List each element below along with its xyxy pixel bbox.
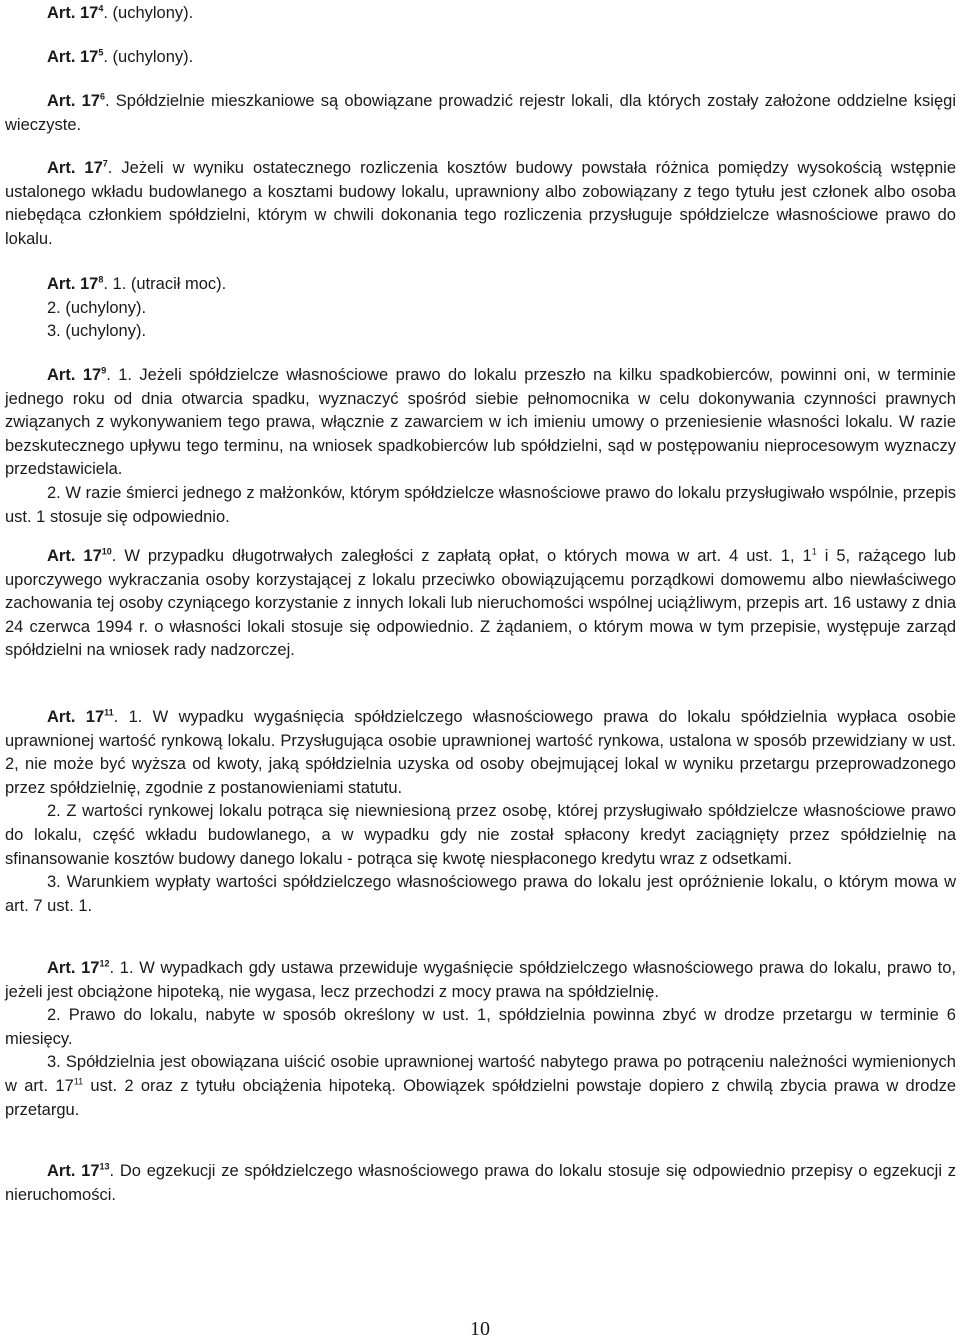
article-17-11 xyxy=(5,706,956,918)
article-text: . Spółdzielnie mieszkaniowe są obowiązane prowadzić rejestr lokali, dla których zostały założone oddzielne księgi wieczyste. xyxy=(5,92,956,134)
article-item: 2. Prawo do lokalu, nabyte w sposób określony w ust. 1, spółdzielnia powinna zbyć w drodze przetargu w terminie 6 miesięcy. xyxy=(5,1006,956,1048)
inline-sup: 1 xyxy=(811,546,817,557)
article-head: Art. 17 xyxy=(47,92,100,110)
article-text: . (uchylony). xyxy=(103,48,194,66)
article-text: . 1. (utracił moc). xyxy=(103,275,227,293)
article-text: . 1. W wypadku wygaśnięcia spółdzielczego własnościowego prawa do lokalu spółdzielnia wypłaca osobie uprawnionej wartość rynkową lokalu. Przysługująca osobie uprawnionej wartość rynkowa, ustalona w sposób przewidziany w ust. 2, nie może być wyższa od kwoty, jaką spółdzielnia uzyska od osoby obejmującej lokal w wyniku przetargu przeprowadzonego przez spółdzielnię, zgodnie z postanowieniami statutu. xyxy=(5,708,956,797)
article-head: Art. 17 xyxy=(47,275,99,293)
article-head: Art. 17 xyxy=(47,547,102,565)
article-item: 3. (uchylony). xyxy=(47,322,147,341)
article-head: Art. 17 xyxy=(47,4,99,22)
article-17-13 xyxy=(5,1160,956,1207)
article-text: . (uchylony). xyxy=(103,4,194,22)
article-17-6 xyxy=(5,90,956,137)
article-text: . Do egzekucji ze spółdzielczego własnościowego prawa do lokalu stosuje się odpowiednio przepisy o egzekucji z nieruchomości. xyxy=(5,1162,956,1204)
article-item: 3. Spółdzielnia jest obowiązana uiścić osobie uprawnionej wartość nabytego prawa po potrąceniu należności wymienionych w art. $17^{11}$ ust. 2 oraz z tytułu obciążenia hipoteką. Obowiązek spółdzielni powstaje dopiero z chwilą zbycia prawa w drodze przetargu. xyxy=(5,1053,957,1119)
article-17-5 xyxy=(5,46,956,70)
article-sup: 8 xyxy=(98,274,104,285)
article-head: Art. 17 xyxy=(47,159,103,177)
article-17-9 xyxy=(5,364,956,529)
article-item: 2. W razie śmierci jednego z małżonków, którym spółdzielcze własnościowe prawo do lokalu przysługiwało wspólnie, przepis ust. 1 stosuje się odpowiednio. xyxy=(5,483,956,526)
article-head: Art. 17 xyxy=(47,1162,100,1180)
article-sup: 10 xyxy=(101,546,112,557)
article-head: Art. 17 xyxy=(47,708,105,726)
article-sup: 7 xyxy=(102,158,108,169)
article-sup: 13 xyxy=(99,1161,110,1172)
article-text: . Jeżeli w wyniku ostatecznego rozliczenia kosztów budowy powstała różnica pomiędzy wysokością wstępnie ustalonego wkładu budowlanego a kosztami budowy lokalu, uprawniony albo zobowiązany z tego tytułu jest członek albo osoba niebędąca członkiem spółdzielni, którym w chwili dokonania tego rozliczenia przysługuje spółdzielcze własnościowe prawo do lokalu. xyxy=(5,159,956,248)
article-text: . 1. Jeżeli spółdzielcze własnościowe prawo do lokalu przeszło na kilku spadkobierców, powinni oni, w terminie jednego roku od dnia otwarcia spadku, wyznaczyć spośród siebie pełnomocnika w celu dokonywania czynności prawnych związanych z wykonywaniem tego prawa, włącznie z zawarciem w ich imieniu umowy o przeniesienie własności lokalu. W razie bezskutecznego upływu tego terminu, na wniosek spadkobierców lub spółdzielni, sąd w postępowaniu nieprocesowym wyznaczy przedstawiciela. xyxy=(5,366,956,479)
page-number: 10 xyxy=(470,1318,490,1340)
article-sup: 4 xyxy=(98,3,104,14)
article-item: 2. (uchylony). xyxy=(47,298,147,317)
article-text-cont: i 5, rażącego lub uporczywego wykraczania osoby korzystającej z lokalu przeciwko obowiązującemu porządkowi domowemu albo niewłaściwego zachowania tej osoby czyniącego korzystanie z innych lokali lub nieruchomości wspólnej uciążliwym, przepis art. 16 ustawy z dnia 24 czerwca 1994 r. o własności lokali stosuje się odpowiednio. Z żądaniem, o którym mowa w tym przepisie, występuje zarząd spółdzielni na wniosek rady nadzorczej. xyxy=(5,547,956,660)
article-head: Art. 17 xyxy=(47,366,102,384)
article-head: Art. 17 xyxy=(47,959,100,977)
article-text: . 1. W wypadkach gdy ustawa przewiduje wygaśnięcie spółdzielczego własnościowego prawa do lokalu, prawo to, jeżeli jest obciążone hipoteką, nie wygasa, lecz przechodzi z mocy prawa na spółdzielnię. xyxy=(5,959,956,1001)
article-head: Art. 17 xyxy=(47,48,99,66)
article-sup: 12 xyxy=(99,958,110,969)
article-item: 3. Warunkiem wypłaty wartości spółdzielczego własnościowego prawa do lokalu jest opróżnienie lokalu, o którym mowa w art. 7 ust. 1. xyxy=(5,873,956,915)
article-17-4 xyxy=(5,2,956,26)
article-item: 2. Z wartości rynkowej lokalu potrąca się niewniesioną przez osobę, której przysługiwało spółdzielcze własnościowe prawo do lokalu, część wkładu budowlanego, a w wypadku gdy nie został spłacony kredyt zaciągnięty przez spółdzielnię na sfinansowanie kosztów budowy danego lokalu - potrąca się kwotę niespłaconego kredytu wraz z odsetkami. xyxy=(5,802,956,868)
inline-sup: 11 xyxy=(73,1076,84,1087)
article-17-7 xyxy=(5,157,956,251)
article-sup: 11 xyxy=(104,707,114,718)
article-sup: 6 xyxy=(99,91,105,102)
article-text: . W przypadku długotrwałych zaległości z zapłatą opłat, o których mowa w art. 4 ust. 1, 1 xyxy=(111,547,812,565)
article-17-10 xyxy=(5,545,956,663)
article-17-8 xyxy=(5,273,956,344)
article-sup: 5 xyxy=(98,47,104,58)
article-17-12 xyxy=(5,957,956,1122)
article-sup: 9 xyxy=(101,365,107,376)
